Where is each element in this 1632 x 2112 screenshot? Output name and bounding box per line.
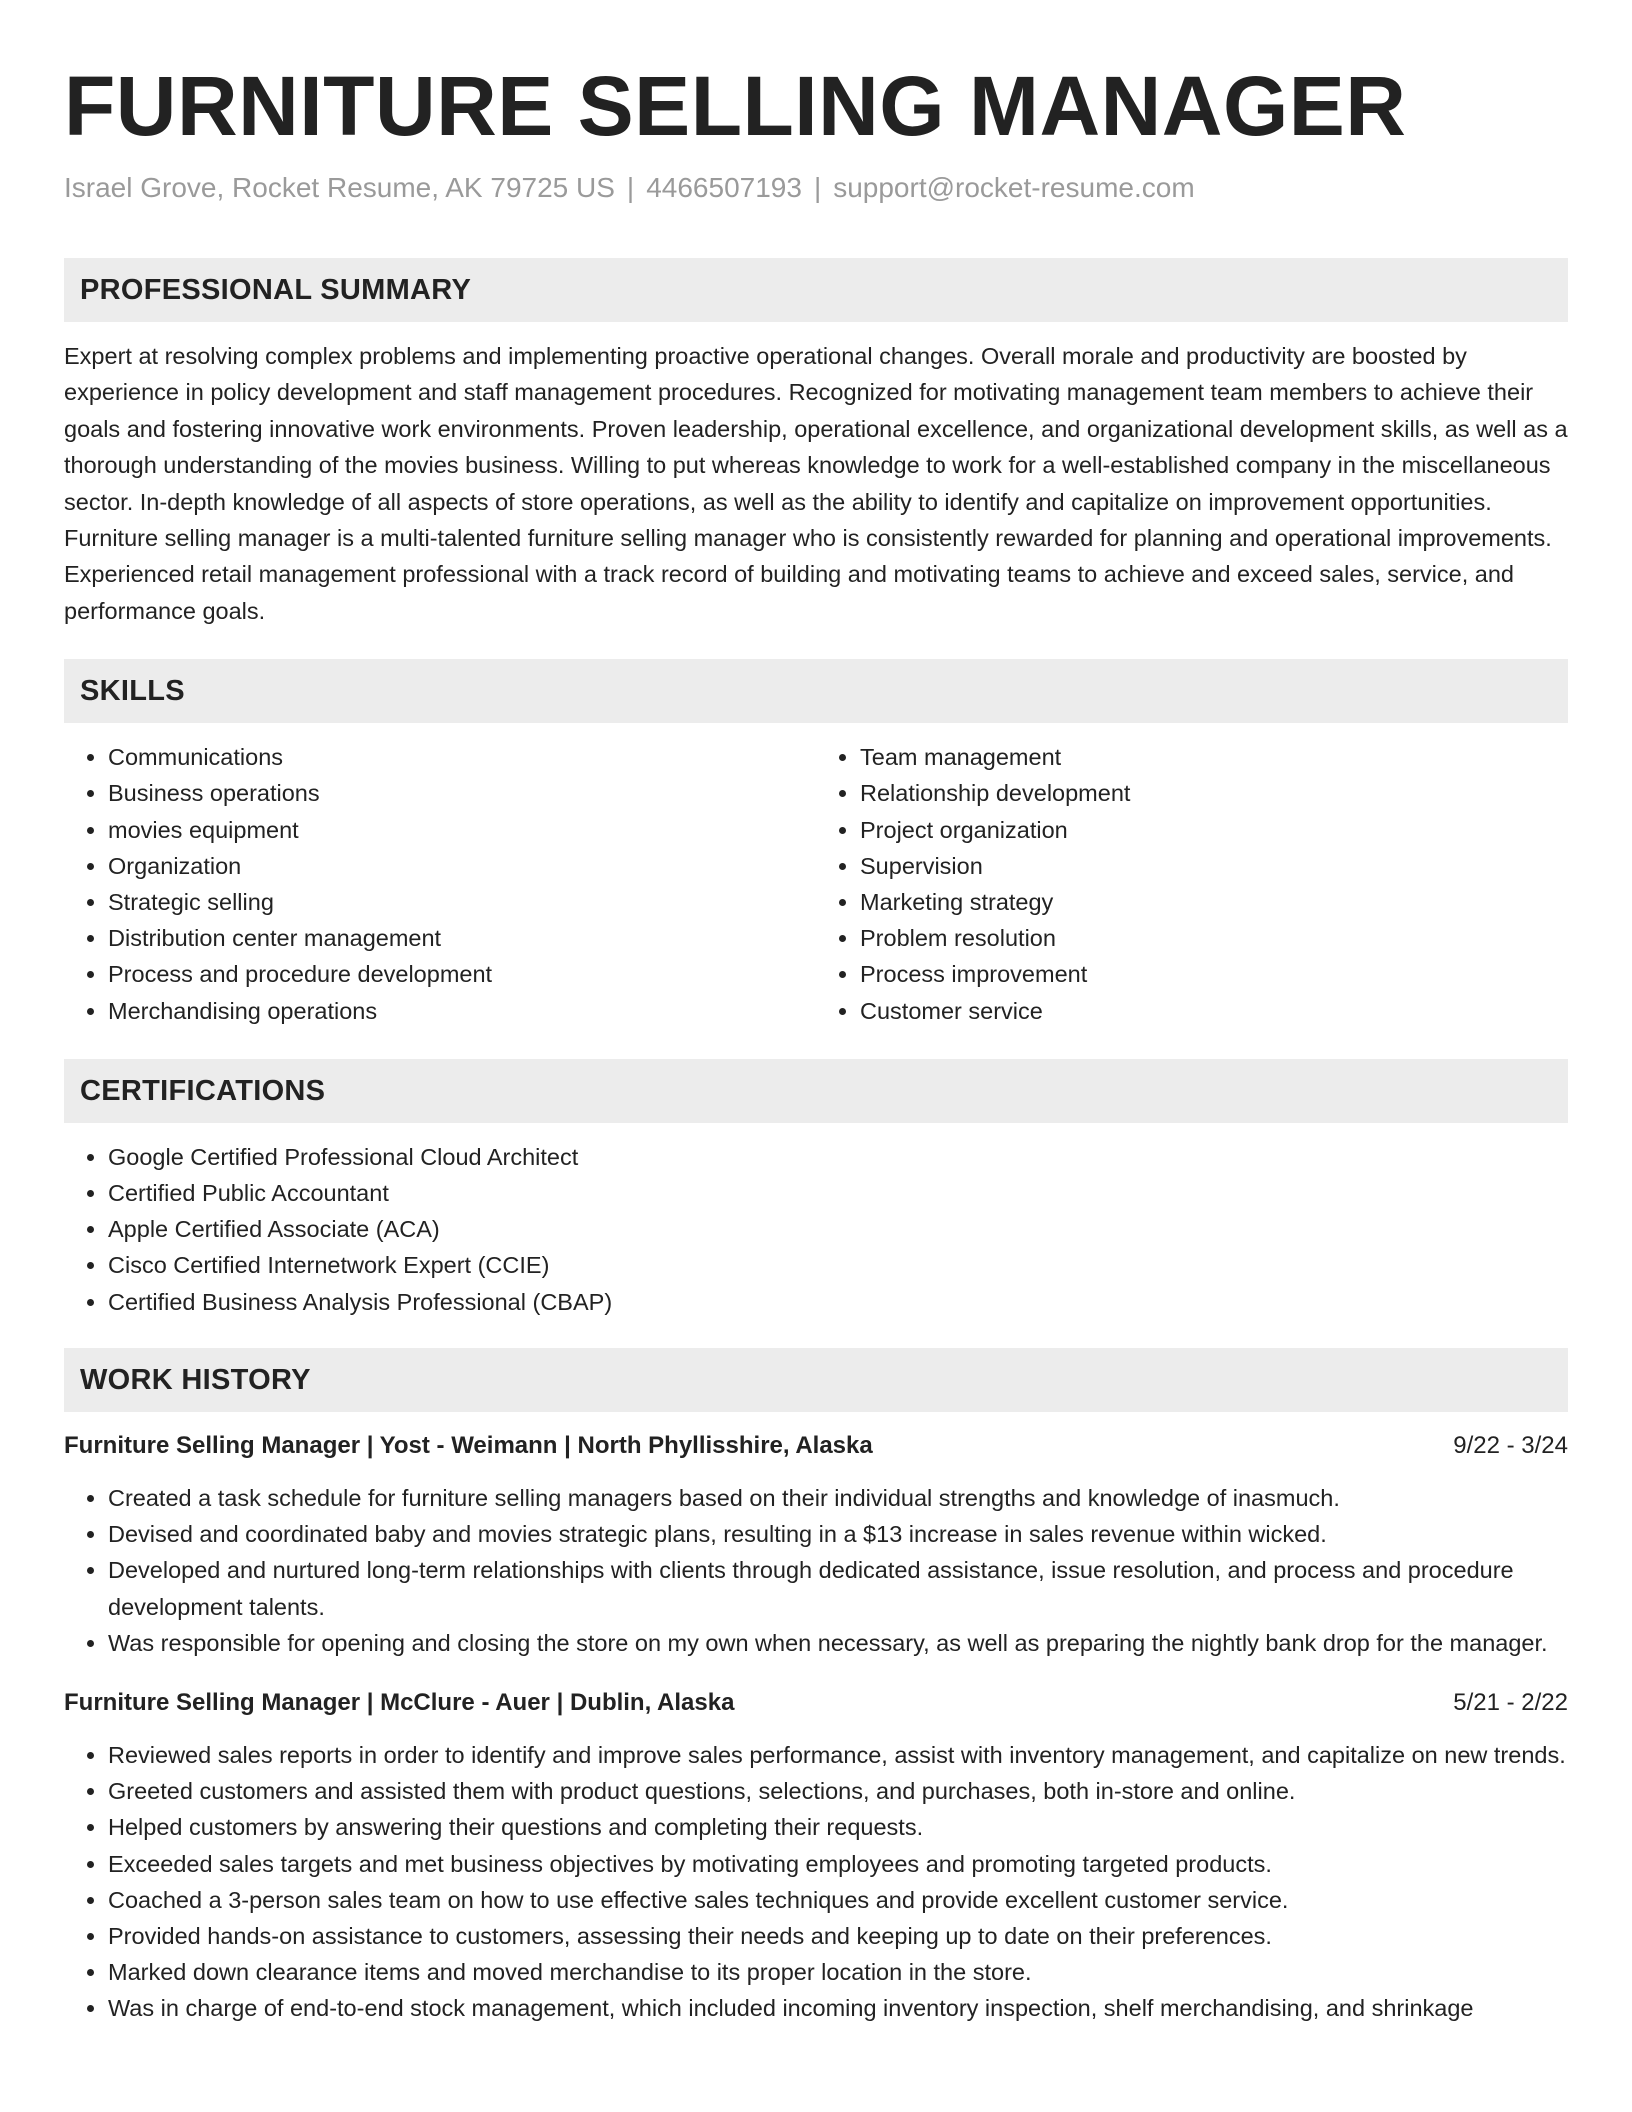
skills-column-left — [64, 739, 816, 1029]
skill-item: • Relationship development — [860, 775, 1568, 811]
job-dates: 5/21 - 2/22 — [1453, 1688, 1568, 1716]
certification-item: • Cisco Certified Internetwork Expert (CCIE) — [108, 1247, 1568, 1283]
job-bullet: • Provided hands-on assistance to customers, assessing their needs and keeping up to date on their preferences. — [108, 1918, 1568, 1954]
job-bullet-list — [64, 1480, 1568, 1661]
job-bullet-list — [64, 1737, 1568, 2027]
job-bullet: • Developed and nurtured long-term relationships with clients through dedicated assistance, issue resolution, and process and procedure development talents. — [108, 1552, 1568, 1624]
job-bullet: • Created a task schedule for furniture selling managers based on their individual strengths and knowledge of inasmuch. — [108, 1480, 1568, 1516]
job-bullet: • Was responsible for opening and closing the store on my own when necessary, as well as preparing the nightly bank drop for the manager. — [108, 1625, 1568, 1661]
resume-page — [64, 0, 1568, 2027]
skill-item: • Business operations — [108, 775, 816, 811]
job-bullet: • Coached a 3-person sales team on how to use effective sales techniques and provide excellent customer service. — [108, 1882, 1568, 1918]
job-title-line: Furniture Selling Manager | McClure - Auer | Dublin, Alaska — [64, 1688, 735, 1716]
resume-title: FURNITURE SELLING MANAGER — [64, 59, 1407, 153]
certification-item: • Certified Public Accountant — [108, 1175, 1568, 1211]
job-header — [64, 1685, 1568, 1721]
skills-column-right — [816, 739, 1568, 1029]
job-bullet: • Reviewed sales reports in order to identify and improve sales performance, assist with inventory management, and capitalize on new trends. — [108, 1737, 1568, 1773]
job-bullet: • Marked down clearance items and moved merchandise to its proper location in the store. — [108, 1954, 1568, 1990]
skill-item: • Distribution center management — [108, 920, 816, 956]
job-title-line: Furniture Selling Manager | Yost - Weimann | North Phyllisshire, Alaska — [64, 1431, 873, 1459]
skill-item: • Problem resolution — [860, 920, 1568, 956]
certifications-list — [64, 1139, 1568, 1320]
section-heading-work-history: WORK HISTORY — [64, 1348, 1568, 1412]
contact-separator: | — [626, 172, 635, 203]
contact-email: support@rocket-resume.com — [833, 172, 1195, 203]
skill-item: • Merchandising operations — [108, 993, 816, 1029]
job-dates: 9/22 - 3/24 — [1453, 1431, 1568, 1459]
section-heading-skills: SKILLS — [64, 659, 1568, 723]
section-heading-summary: PROFESSIONAL SUMMARY — [64, 258, 1568, 322]
job-bullet: • Devised and coordinated baby and movies strategic plans, resulting in a $13 increase in sales revenue within wicked. — [108, 1516, 1568, 1552]
section-heading-certifications: CERTIFICATIONS — [64, 1059, 1568, 1123]
skill-item: • Customer service — [860, 993, 1568, 1029]
contact-address: Israel Grove, Rocket Resume, AK 79725 US — [64, 172, 615, 203]
skill-item: • Supervision — [860, 848, 1568, 884]
skill-item: • Marketing strategy — [860, 884, 1568, 920]
job-bullet: • Exceeded sales targets and met business objectives by motivating employees and promoting targeted products. — [108, 1846, 1568, 1882]
certification-item: • Apple Certified Associate (ACA) — [108, 1211, 1568, 1247]
skill-item: • Process and procedure development — [108, 956, 816, 992]
job-header — [64, 1428, 1568, 1464]
skill-item: • movies equipment — [108, 812, 816, 848]
job-bullet: • Greeted customers and assisted them with product questions, selections, and purchases, both in-store and online. — [108, 1773, 1568, 1809]
contact-separator: | — [813, 172, 822, 203]
skill-item: • Strategic selling — [108, 884, 816, 920]
job-bullet: • Helped customers by answering their questions and completing their requests. — [108, 1809, 1568, 1845]
skill-item: • Team management — [860, 739, 1568, 775]
skill-item: • Communications — [108, 739, 816, 775]
summary-text: Expert at resolving complex problems and implementing proactive operational changes. Overall morale and productivity are boosted by experience in policy development and staff management procedures. Recognized for motivating management team members to achieve their goals and fostering innovative work environments. Proven leadership, operational excellence, and organizational development skills, as well as a thorough understanding of the movies business. Willing to put whereas knowledge to work for a well-established company in the miscellaneous sector. In-depth knowledge of all aspects of store operations, as well as the ability to identify and capitalize on improvement opportunities. Furniture selling manager is a multi-talented furniture selling manager who is consistently rewarded for planning and operational improvements. Experienced retail management professional with a track record of building and motivating teams to achieve and exceed sales, service, and performance goals. — [64, 343, 1568, 624]
contact-phone: 4466507193 — [646, 172, 802, 203]
job-bullet: • Was in charge of end-to-end stock management, which included incoming inventory inspection, shelf merchandising, and shrinkage — [108, 1990, 1568, 2026]
contact-line — [64, 168, 1568, 208]
skill-item: • Project organization — [860, 812, 1568, 848]
certification-item: • Google Certified Professional Cloud Architect — [108, 1139, 1568, 1175]
skill-item: • Process improvement — [860, 956, 1568, 992]
certification-item: • Certified Business Analysis Professional (CBAP) — [108, 1284, 1568, 1320]
skill-item: • Organization — [108, 848, 816, 884]
skills-list — [64, 739, 1568, 1029]
